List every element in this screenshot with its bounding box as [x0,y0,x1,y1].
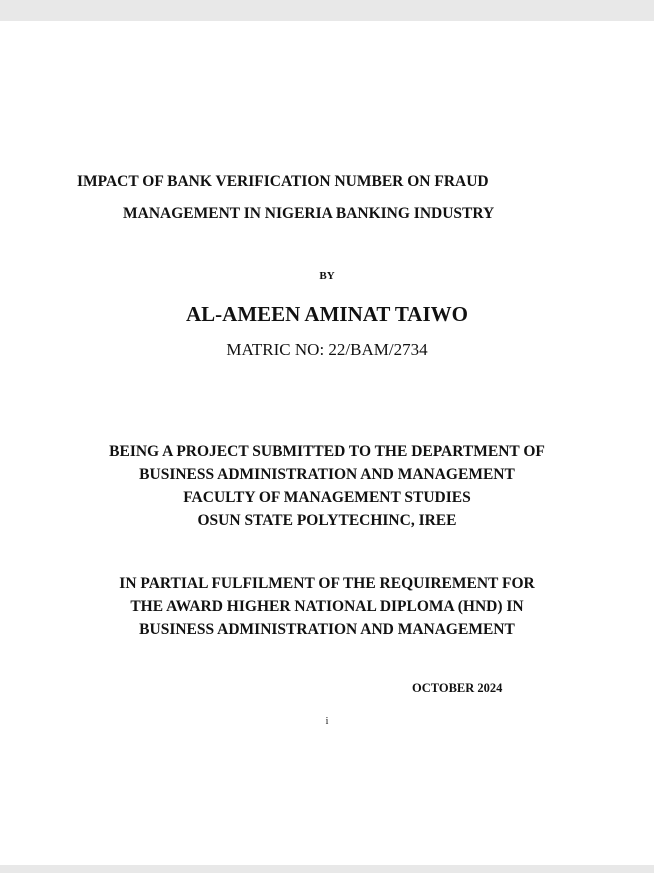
by-label: BY [319,270,335,282]
author-name: AL-AMEEN AMINAT TAIWO [186,302,468,326]
fulfilment-line: THE AWARD HIGHER NATIONAL DIPLOMA (HND) IN [130,598,524,615]
fulfilment-line: IN PARTIAL FULFILMENT OF THE REQUIREMENT FOR [119,575,535,592]
title-line-2: MANAGEMENT IN NIGERIA BANKING INDUSTRY [123,205,495,222]
submission-statement [0,440,654,532]
fulfilment-statement [0,572,654,641]
submission-line: OSUN STATE POLYTECHINC, IREE [197,512,457,529]
document-page [0,21,654,865]
submission-line: BUSINESS ADMINISTRATION AND MANAGEMENT [139,466,515,483]
fulfilment-line: BUSINESS ADMINISTRATION AND MANAGEMENT [139,621,515,638]
submission-line: BEING A PROJECT SUBMITTED TO THE DEPARTMENT OF [109,443,545,460]
title-line-1: IMPACT OF BANK VERIFICATION NUMBER ON FRAUD [77,173,489,190]
submission-date: OCTOBER 2024 [412,681,503,695]
matric-number: MATRIC NO: 22/BAM/2734 [226,340,428,359]
submission-line: FACULTY OF MANAGEMENT STUDIES [183,489,471,506]
page-number: i [325,716,329,727]
